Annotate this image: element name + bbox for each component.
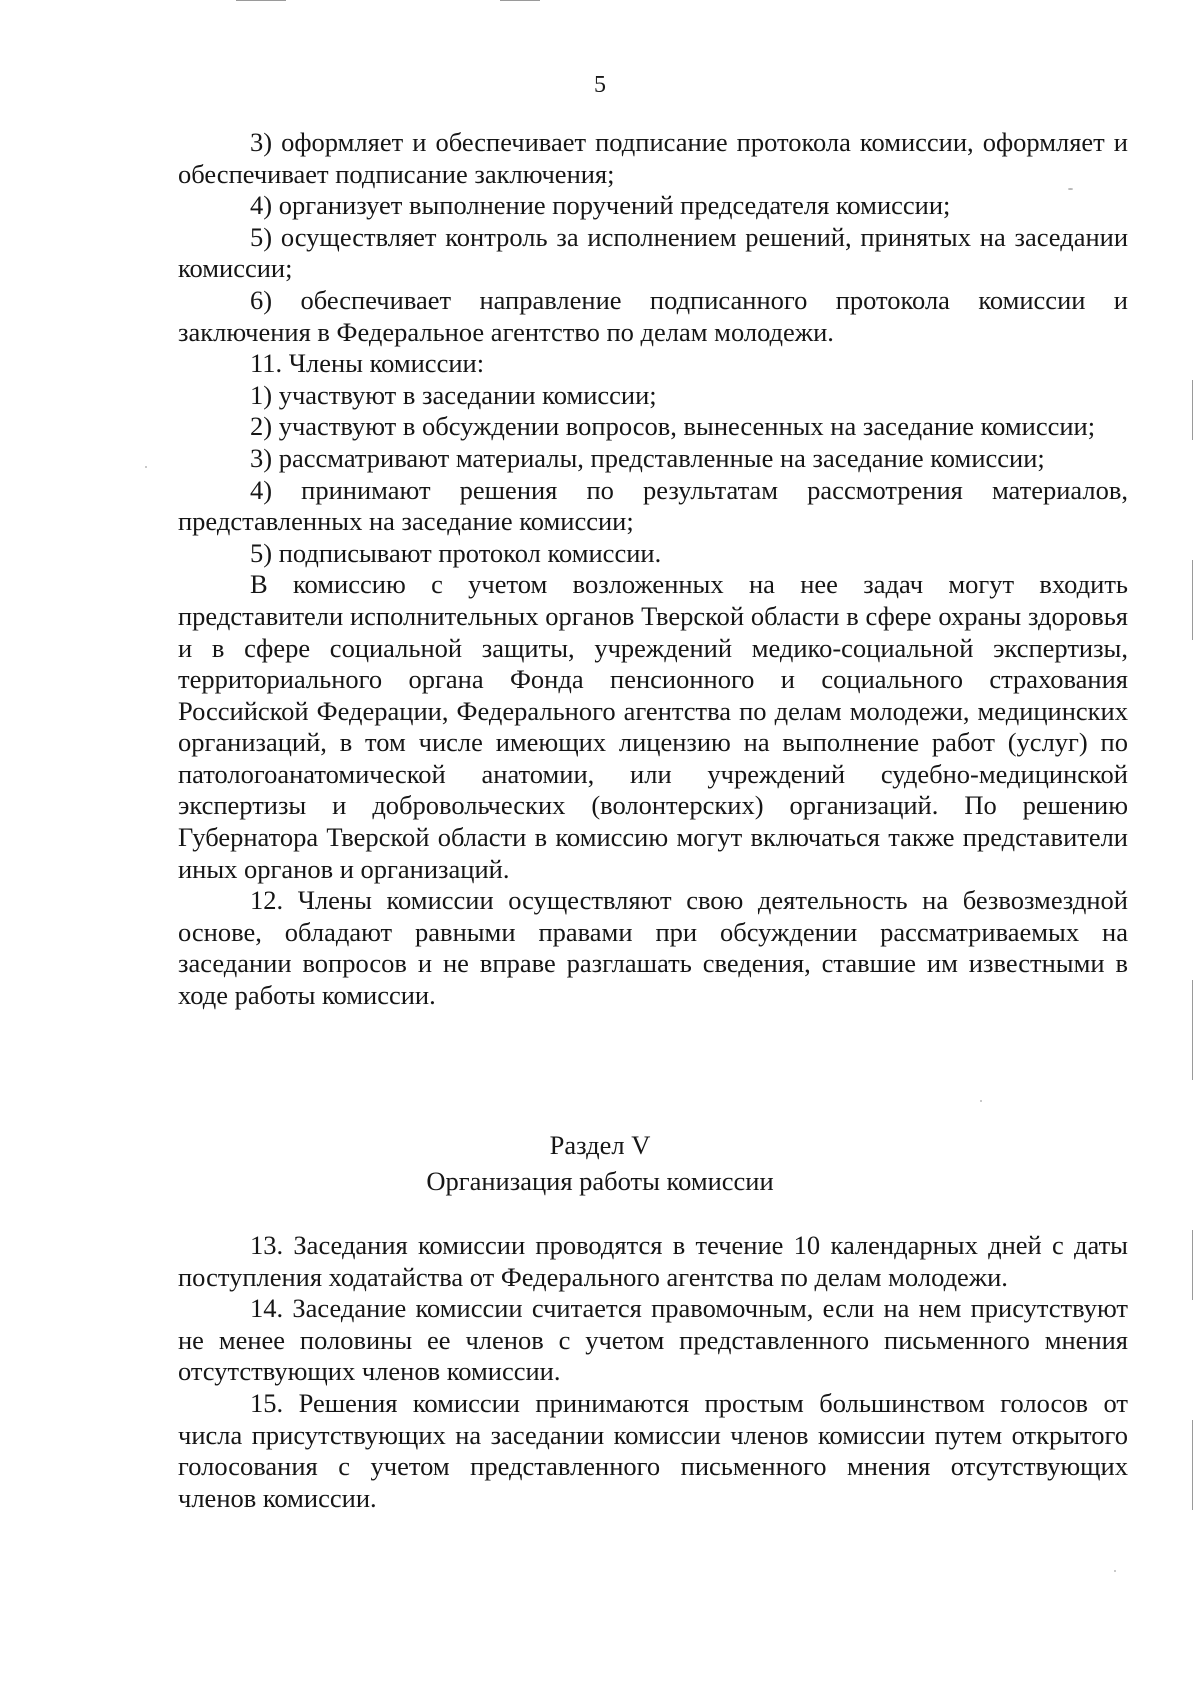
scan-artifact-right-edge <box>1192 560 1193 640</box>
paragraph-member-duty-4: 4) принимают решения по результатам рассмотрения материалов, представленных на заседание комиссии; <box>178 474 1128 537</box>
paragraph-item-4: 4) организует выполнение поручений председателя комиссии; <box>250 190 951 221</box>
paragraph-clause-11: 11. Члены комиссии: <box>250 348 485 379</box>
paragraph-clause-14: 14. Заседание комиссии считается правомочным, если на нем присутствуют не менее половины ее членов с учетом представленного письменного мнения отсутствующих членов комиссии. <box>178 1293 1128 1387</box>
scan-artifact-right-edge <box>1192 380 1193 440</box>
scan-artifact-right-edge <box>1192 980 1193 1080</box>
paragraph-clause-12: 12. Члены комиссии осуществляют свою деятельность на безвозмездной основе, обладают равными правами при обсуждении рассматриваемых на заседании вопросов и не вправе разглашать сведения, ставшие им известными в ходе работы комиссии. <box>178 885 1128 1011</box>
page-number: 5 <box>594 72 606 98</box>
paragraph-clause-15: 15. Решения комиссии принимаются простым большинством голосов от числа присутствующих на заседании комиссии членов комиссии путем открытого голосования с учетом представленного письменного мнения отсутствующих членов комиссии. <box>178 1387 1128 1513</box>
scan-speck <box>1114 1570 1116 1572</box>
paragraph-item-3: 3) оформляет и обеспечивает подписание протокола комиссии, оформляет и обеспечивает подписание заключения; <box>178 127 1128 189</box>
paragraph-clause-13: 13. Заседания комиссии проводятся в течение 10 календарных дней с даты поступления ходатайства от Федерального агентства по делам молодежи. <box>178 1230 1128 1292</box>
paragraph-member-duty-3: 3) рассматривают материалы, представленные на заседание комиссии; <box>250 442 1045 473</box>
paragraph-item-5: 5) осуществляет контроль за исполнением решений, принятых на заседании комиссии; <box>178 221 1128 284</box>
paragraph-member-duty-2: 2) участвуют в обсуждении вопросов, вынесенных на заседание комиссии; <box>250 411 1096 442</box>
paragraph-member-duty-5: 5) подписывают протокол комиссии. <box>250 537 662 568</box>
paragraph-member-duty-1: 1) участвуют в заседании комиссии; <box>250 379 657 410</box>
body-text-upper <box>178 127 1128 1012</box>
scan-speck <box>980 1100 982 1102</box>
scan-artifact-right-edge <box>1192 1420 1193 1510</box>
paragraph-item-6: 6) обеспечивает направление подписанного протокола комиссии и заключения в Федеральное агентство по делам молодежи. <box>178 284 1128 347</box>
section-label: Раздел V <box>549 1130 651 1160</box>
scan-artifact-right-edge <box>1192 1230 1193 1300</box>
scan-speck <box>145 466 147 468</box>
scan-artifact-top <box>236 0 286 1</box>
section-title: Организация работы комиссии <box>426 1166 774 1196</box>
body-text-lower <box>178 1230 1128 1514</box>
paragraph-composition: В комиссию с учетом возложенных на нее задач могут входить представители исполнительных органов Тверской области в сфере охраны здоровья и в сфере социальной защиты, учреждений медико-социальной экспертизы, территориального органа Фонда пенсионного и социального страхования Российской Федерации, Федерального агентства по делам молодежи, медицинских организаций, в том числе имеющих лицензию на выполнение работ (услуг) по патологоанатомической анатомии, или учреждений судебно-медицинской экспертизы и добровольческих (волонтерских) организаций. По решению Губернатора Тверской области в комиссию могут включаться также представители иных органов и организаций. <box>178 569 1128 884</box>
scan-artifact-top <box>500 0 540 1</box>
